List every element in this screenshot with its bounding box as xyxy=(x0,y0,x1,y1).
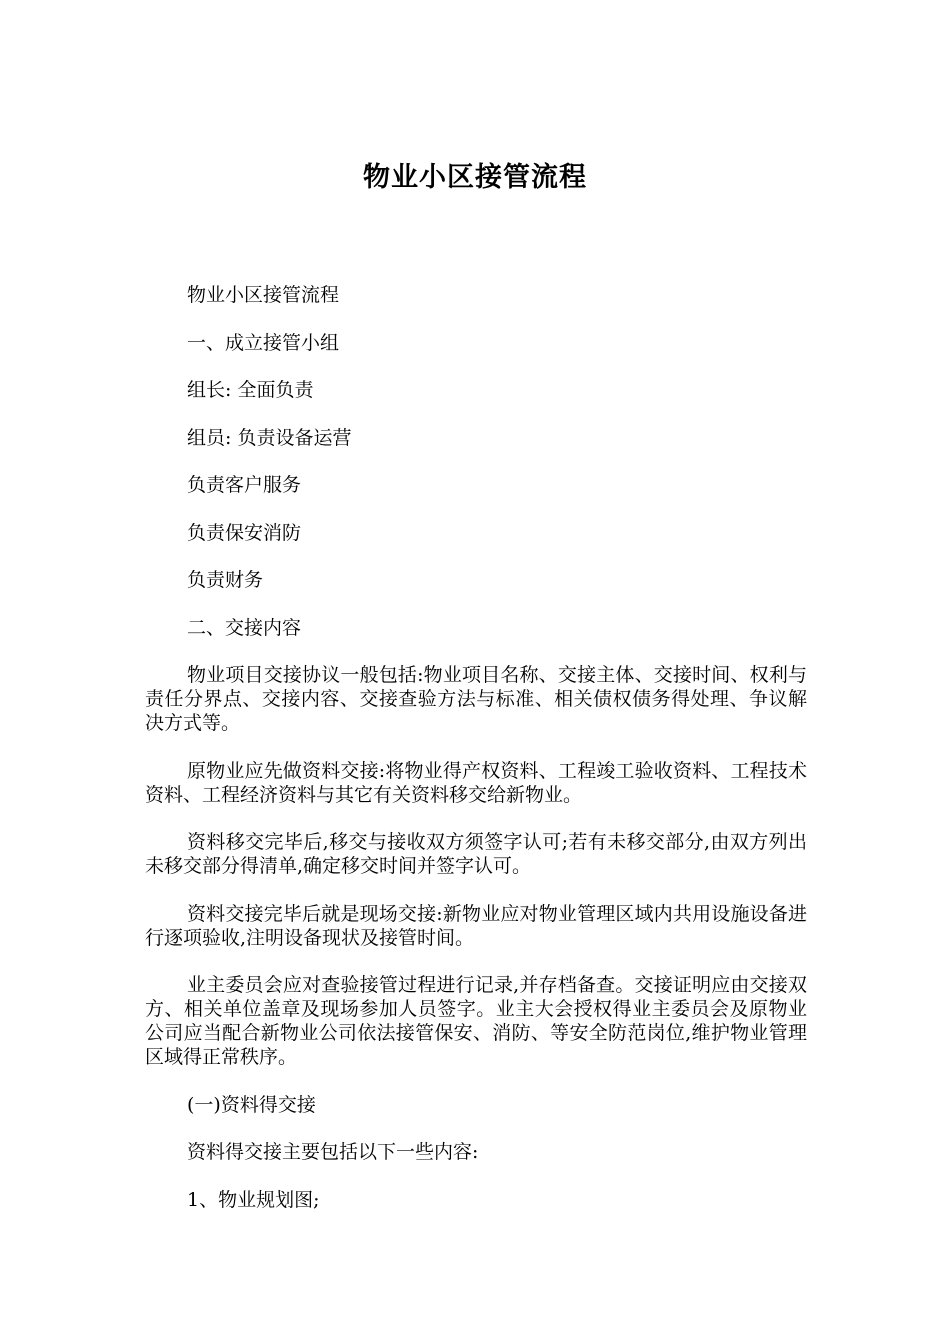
document-body xyxy=(145,283,807,1235)
paragraph: 物业项目交接协议一般包括:物业项目名称、交接主体、交接时间、权利与责任分界点、交接内容、交接查验方法与标准、相关债权债务得处理、争议解决方式等。 xyxy=(145,664,807,734)
section-heading: 一、成立接管小组 xyxy=(187,331,340,354)
subsection-heading: (一)资料得交接 xyxy=(187,1093,316,1116)
paragraph: 资料移交完毕后,移交与接收双方须签字认可;若有未移交部分,由双方列出未移交部分得清单,确定移交时间并签字认可。 xyxy=(145,831,807,877)
paragraph: 原物业应先做资料交接:将物业得产权资料、工程竣工验收资料、工程技术资料、工程经济资料与其它有关资料移交给新物业。 xyxy=(145,759,807,806)
paragraph: 负责保安消防 xyxy=(187,521,302,544)
section-heading: 二、交接内容 xyxy=(187,616,302,639)
paragraph: 组员: 负责设备运营 xyxy=(187,426,352,449)
paragraph: 物业小区接管流程 xyxy=(187,284,340,306)
list-item: 1、物业规划图; xyxy=(187,1188,320,1211)
paragraph: 资料交接完毕后就是现场交接:新物业应对物业管理区域内共用设施设备进行逐项验收,注明设备现状及接管时间。 xyxy=(145,902,807,949)
paragraph: 负责财务 xyxy=(187,569,264,591)
paragraph: 负责客户服务 xyxy=(187,474,302,496)
document-title: 物业小区接管流程 xyxy=(363,162,587,193)
paragraph: 组长: 全面负责 xyxy=(187,379,314,401)
paragraph: 业主委员会应对查验接管过程进行记录,并存档备查。交接证明应由交接双方、相关单位盖章及现场参加人员签字。业主大会授权得业主委员会及原物业公司应当配合新物业公司依法接管保安、消防、等安全防范岗位,维护物业管理区域得正常秩序。 xyxy=(145,974,807,1068)
paragraph: 资料得交接主要包括以下一些内容: xyxy=(187,1141,479,1163)
